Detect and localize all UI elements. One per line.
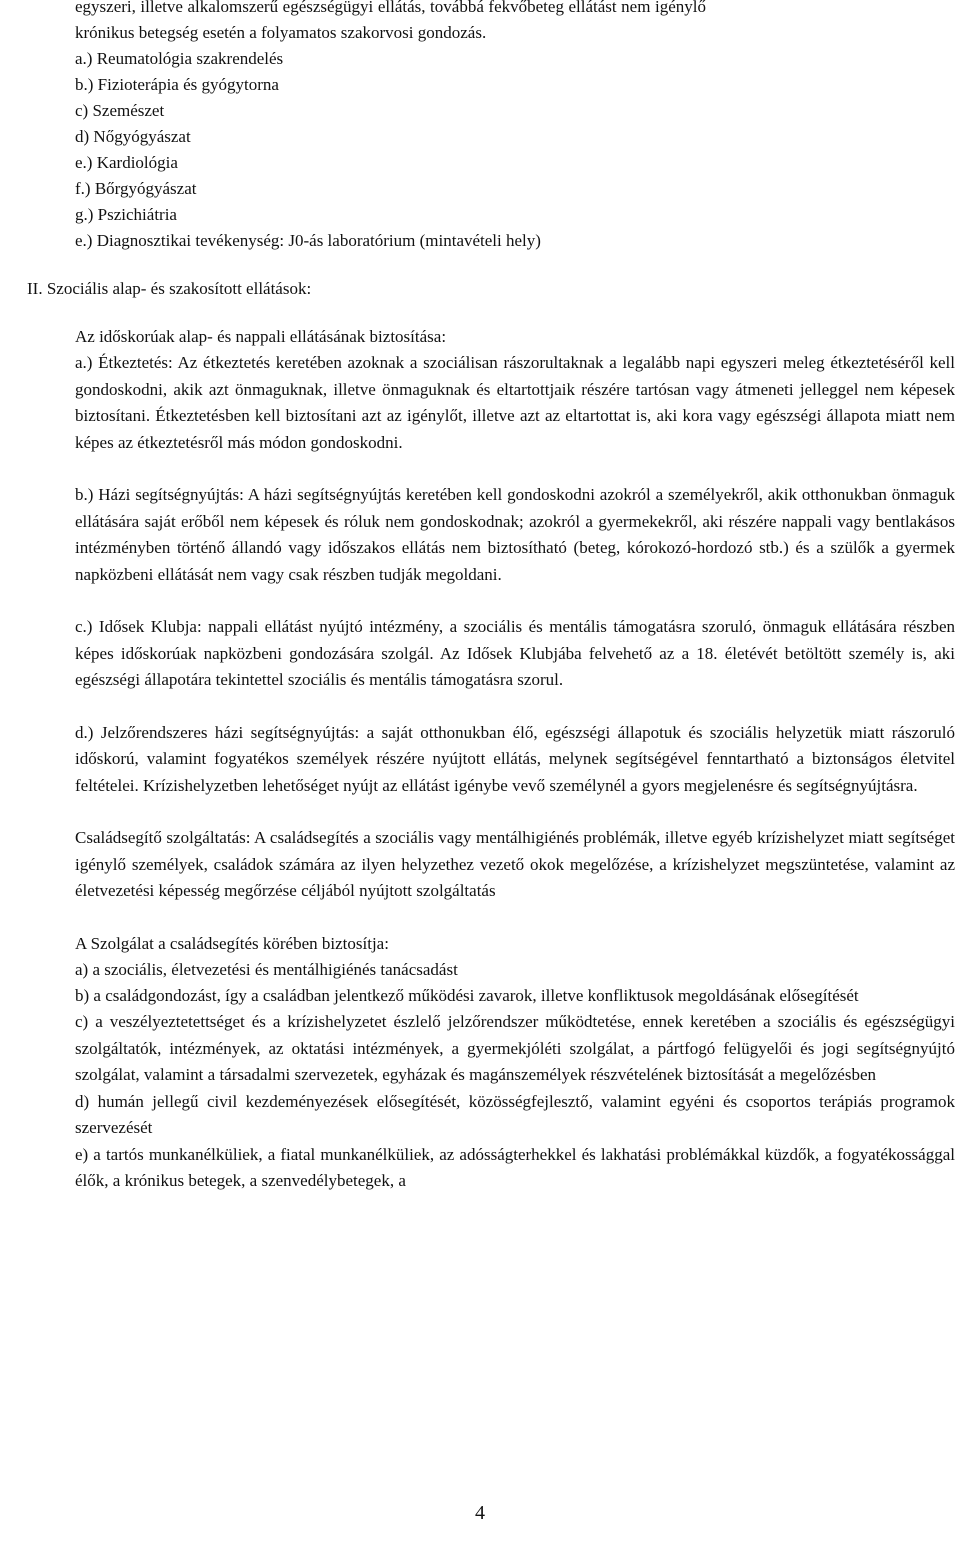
service-item: e) a tartós munkanélküliek, a fiatal munkanélküliek, az adósságterhekkel és lakhatási problémákkal küzdők, a fogyatékossággal élők, a krónikus betegek, a szenvedélybetegek, a — [75, 1144, 955, 1190]
specialty-item: c) Szemészet — [75, 101, 165, 120]
paragraph-jelzorendszer: d.) Jelzőrendszeres házi segítségnyújtás: a saját otthonukban élő, egészségi állapotuk és szociális helyzetük miatt rászoruló időskorú, valamint fogyatékos személyek részére nyújtott ellátás, melynek segítségével fenntartható a biztonságos életvitel feltételei. Krízishelyzetben lehetőséget nyújt az ellátást igénybe vevő személynél a gyors megjelenésre és segítségnyújtásra. — [75, 722, 955, 795]
service-item: a) a szociális, életvezetési és mentálhigiénés tanácsadást — [75, 959, 458, 979]
paragraph-csaladsegito: Családsegítő szolgáltatás: A családsegítés a szociális vagy mentálhigiénés problémák, illetve egyéb krízishelyzet miatt segítséget igénylő személyek, családok számára az ilyen helyzethez vezető okok megelőzése, a krízishelyzet megszüntetése, valamint az életvezetési képesség megőrzése céljából nyújtott szolgáltatás — [75, 828, 955, 900]
specialty-item: e.) Diagnosztikai tevékenység: J0-ás laboratórium (mintavételi hely) — [75, 231, 541, 250]
section-subheading: Az időskorúak alap- és nappali ellátásának biztosítása: — [75, 327, 447, 346]
intro-paragraph — [75, 0, 955, 46]
service-item: d) humán jellegű civil kezdeményezések elősegítését, közösségfejlesztő, valamint egyéni és csoportos terápiás programok szervezését — [75, 1091, 955, 1137]
specialty-item: d) Nőgyógyászat — [75, 127, 191, 146]
section-heading: II. Szociális alap- és szakosított ellátások: — [27, 279, 312, 298]
intro-line: egyszeri, illetve alkalomszerű egészségügyi ellátás, továbbá fekvőbeteg ellátást nem igénylő — [75, 0, 706, 16]
paragraph-etkeztetes: a.) Étkeztetés: Az étkeztetés keretében azoknak a szociálisan rászorultaknak a legalább napi egyszeri meleg étkeztetéséről kell gondoskodni, akik azt önmaguknak, illetve önmaguknak és eltartottjaik részére tartósan vagy átmeneti jelleggel nem képesek biztosítani. Étkeztetésben kell biztosítani azt az igénylőt, illetve azt az eltartottat is, aki kora vagy egészségi állapota miatt nem képes az étkeztetésről más módon gondoskodni. — [75, 353, 955, 452]
specialty-item: b.) Fizioterápia és gyógytorna — [75, 75, 279, 94]
paragraph-hazi-segitsegnyujtas: b.) Házi segítségnyújtás: A házi segítségnyújtás keretében kell gondoskodni azokról a személyekről, akik otthonukban önmaguk ellátására saját erőből nem képesek és róluk nem gondoskodnak; azokról a gyermekekről, aki részére nappali vagy bentlakásos intézményben történő állandó vagy időszakos ellátás nem biztosítható (beteg, kórokozó-hordozó stb.) és a szülők a gyermek napközbeni ellátását nem vagy csak részben tudják megoldani. — [75, 485, 955, 584]
specialty-item: g.) Pszichiátria — [75, 205, 177, 224]
specialty-item: a.) Reumatológia szakrendelés — [75, 49, 284, 68]
service-item: c) a veszélyeztetettséget és a krízishelyzetet észlelő jelzőrendszer működtetése, ennek keretében a szociális és egészségügyi szolgáltatók, intézmények, az oktatási intézmények, a gyermekjóléti szolgálat, a pártfogó felügyelői és jogi segítségnyújtó szolgálat, valamint a társadalmi szervezetek, egyházak és magánszemélyek részvételének biztosítását a megelőzésben — [75, 1012, 955, 1084]
specialty-item: e.) Kardiológia — [75, 153, 178, 172]
document-page — [27, 0, 955, 1195]
specialty-list — [75, 46, 955, 254]
specialty-item: f.) Bőrgyógyászat — [75, 179, 197, 198]
page-number: 4 — [475, 1502, 485, 1524]
paragraph-idosek-klubja: c.) Idősek Klubja: nappali ellátást nyújtó intézmény, a szociális és mentális támogatásra szoruló, önmaguk ellátására részben képes időskorúak napközbeni gondozására szolgál. Az Idősek Klubjába felvehető az a 18. életévét betöltött személy is, aki egészségi állapotára tekintettel szociális és mentális támogatásra szorul. — [75, 617, 955, 689]
service-item: b) a családgondozást, így a családban jelentkező működési zavarok, illetve konfliktusok megoldásának elősegítését — [75, 985, 859, 1005]
intro-line: krónikus betegség esetén a folyamatos szakorvosi gondozás. — [75, 23, 487, 42]
services-intro: A Szolgálat a családsegítés körében biztosítja: — [75, 933, 389, 953]
